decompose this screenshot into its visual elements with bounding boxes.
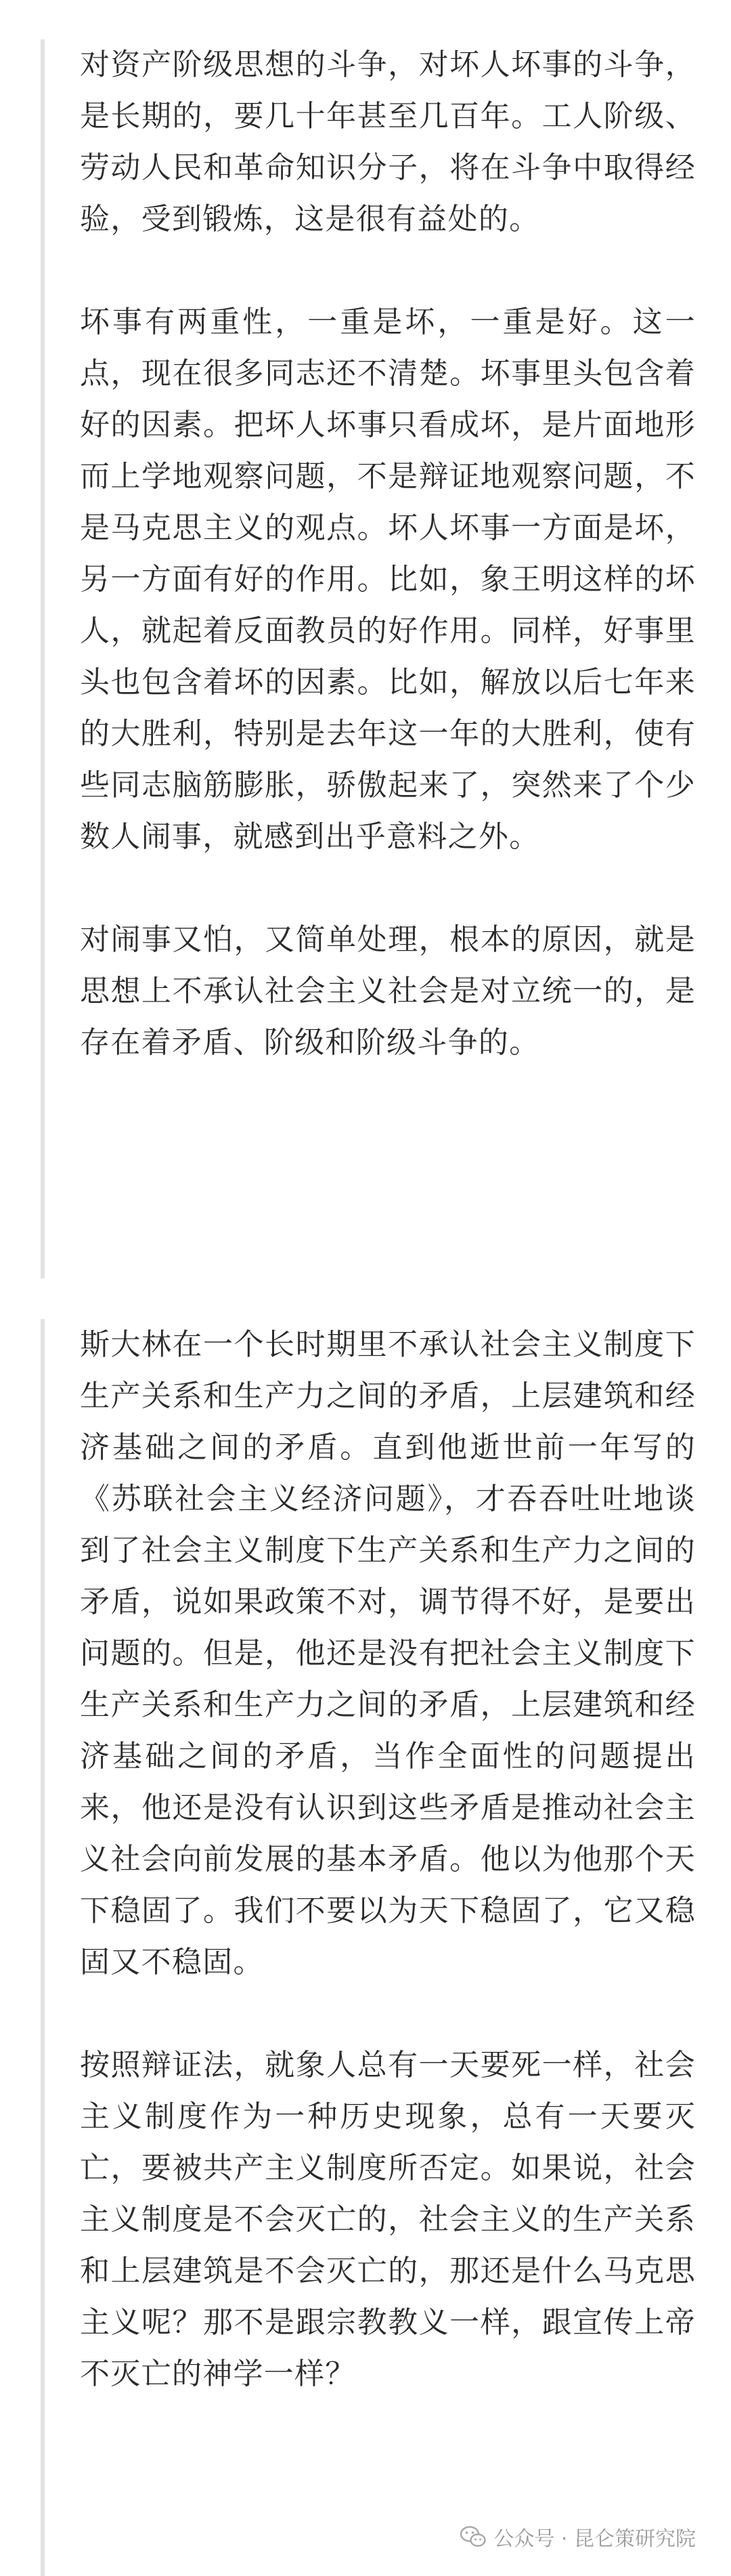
- paragraph: 对闹事又怕，又简单处理，根本的原因，就是思想上不承认社会主义社会是对立统一的，是存在着矛盾、阶级和阶级斗争的。: [80, 922, 696, 1060]
- paragraph: 按照辩证法，就象人总有一天要死一样，社会主义制度作为一种历史现象，总有一天要灭亡，要被共产主义制度所否定。如果说，社会主义制度是不会灭亡的，社会主义的生产关系和上层建筑是不会灭亡的，那还是什么马克思主义呢？那不是跟宗教教义一样，跟宣传上帝不灭亡的神学一样？: [80, 2048, 696, 2391]
- quote-block-2: [0, 1319, 731, 2576]
- quote-bar: [41, 1319, 45, 2576]
- wechat-icon: [460, 2525, 487, 2548]
- paragraph: 对资产阶级思想的斗争，对坏人坏事的斗争，是长期的，要几十年甚至几百年。工人阶级、劳动人民和革命知识分子，将在斗争中取得经验，受到锻炼，这是很有益处的。: [80, 47, 696, 236]
- quote-bar: [41, 39, 45, 1279]
- watermark-text: 公众号 · 昆仑策研究院: [493, 2527, 696, 2551]
- paragraph: 斯大林在一个长时期里不承认社会主义制度下生产关系和生产力之间的矛盾，上层建筑和经济基础之间的矛盾。直到他逝世前一年写的《苏联社会主义经济问题》，才吞吞吐吐地谈到了社会主义制度下生产关系和生产力之间的矛盾，说如果政策不对，调节得不好，是要出问题的。但是，他还是没有把社会主义制度下生产关系和生产力之间的矛盾，上层建筑和经济基础之间的矛盾，当作全面性的问题提出来，他还是没有认识到这些矛盾是推动社会主义社会向前发展的基本矛盾。他以为他那个天下稳固了。我们不要以为天下稳固了，它又稳固又不稳固。: [80, 1327, 696, 1979]
- quote-block-1: [0, 39, 731, 1279]
- source-watermark: [451, 2516, 704, 2557]
- paragraph: 坏事有两重性，一重是坏，一重是好。这一点，现在很多同志还不清楚。坏事里头包含着好的因素。把坏人坏事只看成坏，是片面地形而上学地观察问题，不是辩证地观察问题，不是马克思主义的观点。坏人坏事一方面是坏，另一方面有好的作用。比如，象王明这样的坏人，就起着反面教员的好作用。同样，好事里头也包含着坏的因素。比如，解放以后七年来的大胜利，特别是去年这一年的大胜利，使有些同志脑筋膨胀，骄傲起来了，突然来了个少数人闹事，就感到出乎意料之外。: [80, 305, 696, 854]
